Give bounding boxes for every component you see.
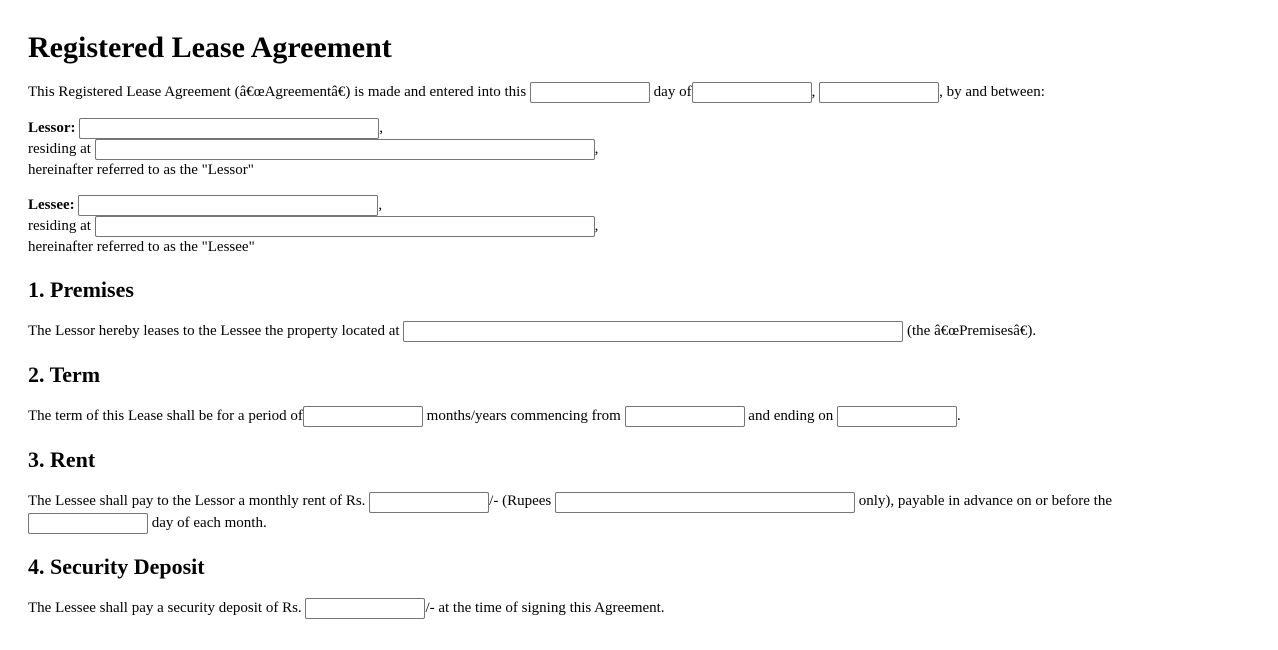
term-start-input[interactable] [625, 406, 745, 427]
lessee-name-line [28, 195, 1250, 216]
term-text-2: months/years commencing from [426, 408, 621, 425]
premises-paragraph [28, 321, 1250, 342]
lessee-block [28, 195, 1250, 258]
lessor-address-line [28, 139, 1250, 160]
term-heading: 2. Term [28, 362, 101, 388]
rent-text-3: only), payable in advance on or before the [858, 493, 1112, 510]
intro-text-1: This Registered Lease Agreement (â€œAgreementâ€) is made and entered into this [28, 84, 527, 100]
rent-heading: 3. Rent [28, 447, 96, 473]
lessor-name-input[interactable] [79, 118, 379, 139]
lessor-residing-label: residing at [28, 141, 91, 158]
rent-text-1: The Lessee shall pay to the Lessor a monthly rent of Rs. [28, 493, 366, 510]
document-title: Registered Lease Agreement [28, 31, 392, 64]
intro-paragraph [28, 82, 1250, 103]
deposit-amount-input[interactable] [305, 598, 425, 619]
lessee-address-line [28, 216, 1250, 237]
lessor-comma-2: , [594, 141, 599, 158]
term-period-input[interactable] [303, 406, 423, 427]
lessee-label: Lessee: [28, 197, 75, 214]
lessor-block [28, 118, 1250, 181]
premises-address-input[interactable] [403, 321, 903, 342]
lessee-residing-label: residing at [28, 218, 91, 235]
premises-text-1: The Lessor hereby leases to the Lessee the property located at [28, 323, 400, 340]
agreement-year-input[interactable] [819, 82, 939, 103]
term-text-1: The term of this Lease shall be for a period of [28, 408, 303, 425]
deposit-heading: 4. Security Deposit [28, 553, 205, 579]
term-end-input[interactable] [837, 406, 957, 427]
deposit-text-2: /- at the time of signing this Agreement. [425, 599, 665, 616]
lessee-comma-1: , [378, 197, 383, 214]
lessee-comma-2: , [594, 218, 599, 235]
premises-text-2: (the â€œPremisesâ€). [907, 323, 1037, 340]
intro-text-2: day of [653, 84, 692, 100]
rent-amount-input[interactable] [369, 492, 489, 513]
rent-words-input[interactable] [555, 492, 855, 513]
lessor-address-input[interactable] [95, 139, 595, 160]
rent-due-day-input[interactable] [28, 513, 148, 534]
lessor-label: Lessor: [28, 120, 76, 137]
premises-heading: 1. Premises [28, 277, 134, 303]
term-paragraph [28, 406, 1250, 427]
term-text-4: . [957, 408, 961, 425]
rent-text-4: day of each month. [151, 514, 267, 531]
lessee-name-input[interactable] [78, 195, 378, 216]
intro-text-4: , by and between: [939, 84, 1045, 100]
rent-text-2: /- (Rupees [489, 493, 552, 510]
deposit-paragraph [28, 598, 1250, 619]
lessor-comma-1: , [379, 120, 383, 137]
term-text-3: and ending on [748, 408, 834, 425]
deposit-text-1: The Lessee shall pay a security deposit of Rs. [28, 599, 302, 616]
rent-paragraph [28, 491, 1250, 533]
intro-text-3: , [811, 84, 816, 100]
lessor-referred-text: hereinafter referred to as the "Lessor" [28, 162, 254, 179]
agreement-month-input[interactable] [692, 82, 812, 103]
agreement-day-input[interactable] [530, 82, 650, 103]
lessee-referred-text: hereinafter referred to as the "Lessee" [28, 239, 255, 256]
lessee-address-input[interactable] [95, 216, 595, 237]
lessor-name-line [28, 118, 1250, 139]
